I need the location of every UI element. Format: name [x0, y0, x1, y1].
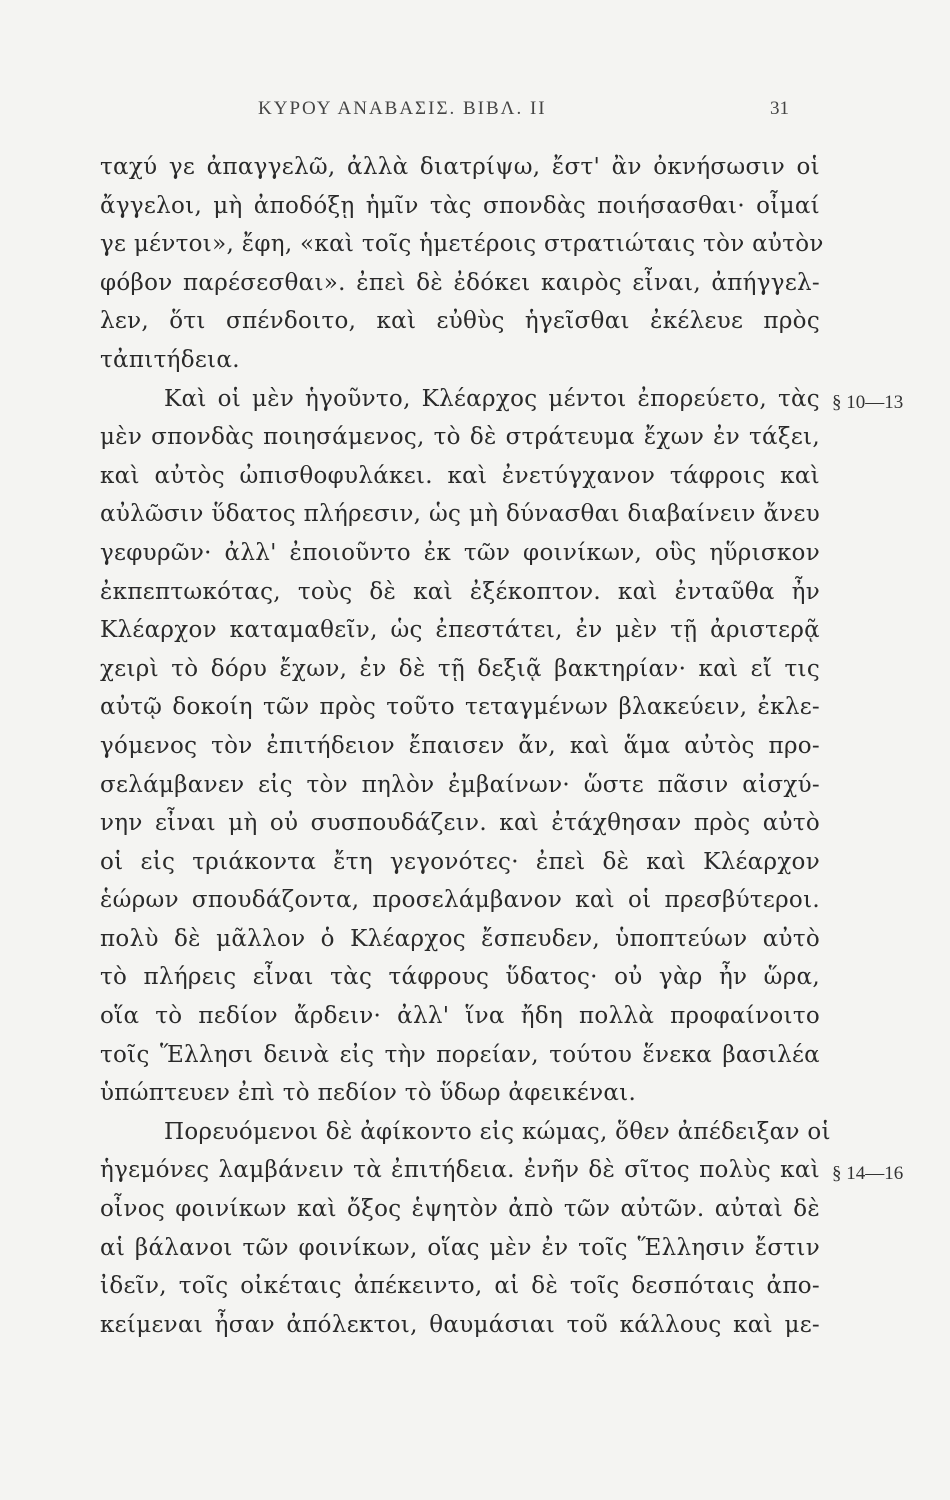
text-line: ἐκπεπτωκότας, τοὺς δὲ καὶ ἐξέκοπτον. καὶ ἐνταῦθα ἦν	[100, 578, 820, 605]
text-line: Πορευόμενοι δὲ ἀφίκοντο εἰς κώμας, ὅθεν ἀπέδειξαν οἱ	[164, 1118, 831, 1145]
margin-section-ref: § 14—16	[832, 1163, 904, 1184]
text-line: αὐτῷ δοκοίη τῶν πρὸς τοῦτο τεταγμένων βλακεύειν, ἐκλε-	[100, 694, 820, 721]
text-line: οἱ εἰς τριάκοντα ἔτη γεγονότες· ἐπεὶ δὲ καὶ Κλέαρχον	[100, 848, 820, 875]
text-line: γε μέντοι», ἔφη, «καὶ τοῖς ἡμετέροις στρατιώταις τὸν αὐτὸν	[100, 231, 824, 258]
text-line: Καὶ οἱ μὲν ἡγοῦντο, Κλέαρχος μέντοι ἐπορεύετο, τὰς	[164, 385, 820, 412]
text-line: καὶ αὐτὸς ὠπισθοφυλάκει. καὶ ἐνετύγχανον τάφροις καὶ	[100, 462, 820, 489]
text-line: οἶνος φοινίκων καὶ ὄξος ἑψητὸν ἀπὸ τῶν αὐτῶν. αὐταὶ δὲ	[100, 1196, 820, 1223]
body-text	[100, 148, 831, 1344]
text-line: ἑώρων σπουδάζοντα, προσελάμβανον καὶ οἱ πρεσβύτεροι.	[100, 887, 820, 914]
text-line: χειρὶ τὸ δόρυ ἔχων, ἐν δὲ τῇ δεξιᾷ βακτηρίαν· καὶ εἴ τις	[100, 655, 820, 682]
text-line: τἀπιτήδεια.	[100, 346, 240, 373]
text-line: νην εἶναι μὴ οὐ συσπουδάζειν. καὶ ἐτάχθησαν πρὸς αὐτὸ	[100, 810, 820, 837]
text-line: κείμεναι ἦσαν ἀπόλεκτοι, θαυμάσιαι τοῦ κάλλους καὶ με-	[100, 1311, 820, 1338]
text-line: γόμενος τὸν ἐπιτήδειον ἔπαισεν ἄν, καὶ ἅμα αὐτὸς προ-	[100, 732, 820, 759]
text-line: ἄγγελοι, μὴ ἀποδόξῃ ἡμῖν τὰς σπονδὰς ποιήσασθαι· οἶμαί	[100, 192, 820, 219]
text-line: ἰδεῖν, τοῖς οἰκέταις ἀπέκειντο, αἱ δὲ τοῖς δεσπόταις ἀπο-	[100, 1273, 820, 1300]
text-line: Κλέαρχον καταμαθεῖν, ὡς ἐπεστάτει, ἐν μὲν τῇ ἀριστερᾷ	[100, 617, 820, 644]
text-line: γεφυρῶν· ἀλλ' ἐποιοῦντο ἐκ τῶν φοινίκων, οὓς ηὕρισκον	[100, 539, 820, 566]
text-line: λεν, ὅτι σπένδοιτο, καὶ εὐθὺς ἡγεῖσθαι ἐκέλευε πρὸς	[100, 308, 820, 335]
text-line: ὑπώπτευεν ἐπὶ τὸ πεδίον τὸ ὕδωρ ἀφεικέναι.	[100, 1080, 637, 1107]
text-line: πολὺ δὲ μᾶλλον ὁ Κλέαρχος ἔσπευδεν, ὑποπτεύων αὐτὸ	[100, 925, 820, 952]
text-line: σελάμβανεν εἰς τὸν πηλὸν ἐμβαίνων· ὥστε πᾶσιν αἰσχύ-	[100, 771, 820, 798]
text-line: τὸ πλήρεις εἶναι τὰς τάφρους ὕδατος· οὐ γὰρ ἦν ὥρα,	[100, 964, 820, 991]
text-line: τοῖς Ἕλλησι δεινὰ εἰς τὴν πορείαν, τούτου ἕνεκα βασιλέα	[100, 1041, 820, 1068]
text-line: αὐλῶσιν ὕδατος πλήρεσιν, ὡς μὴ δύνασθαι διαβαίνειν ἄνευ	[100, 501, 820, 528]
text-line: οἵα τὸ πεδίον ἄρδειν· ἀλλ' ἵνα ἤδη πολλὰ προφαίνοιτο	[100, 1003, 820, 1030]
text-line: μὲν σπονδὰς ποιησάμενος, τὸ δὲ στράτευμα ἔχων ἐν τάξει,	[100, 424, 820, 451]
text-line: ἡγεμόνες λαμβάνειν τὰ ἐπιτήδεια. ἐνῆν δὲ σῖτος πολὺς καὶ	[100, 1157, 820, 1184]
running-head: ΚΥΡΟΥ ΑΝΑΒΑΣΙΣ. ΒΙΒΛ. II	[258, 98, 547, 119]
text-line: φόβον παρέσεσθαι». ἐπεὶ δὲ ἐδόκει καιρὸς εἶναι, ἀπήγγελ-	[100, 269, 820, 296]
page-number: 31	[770, 98, 789, 119]
margin-section-ref: § 10—13	[832, 392, 904, 413]
text-line: αἱ βάλανοι τῶν φοινίκων, οἵας μὲν ἐν τοῖς Ἕλλησιν ἔστιν	[100, 1234, 820, 1261]
text-line: ταχύ γε ἀπαγγελῶ, ἀλλὰ διατρίψω, ἔστ' ἂν ὀκνήσωσιν οἱ	[100, 154, 820, 180]
